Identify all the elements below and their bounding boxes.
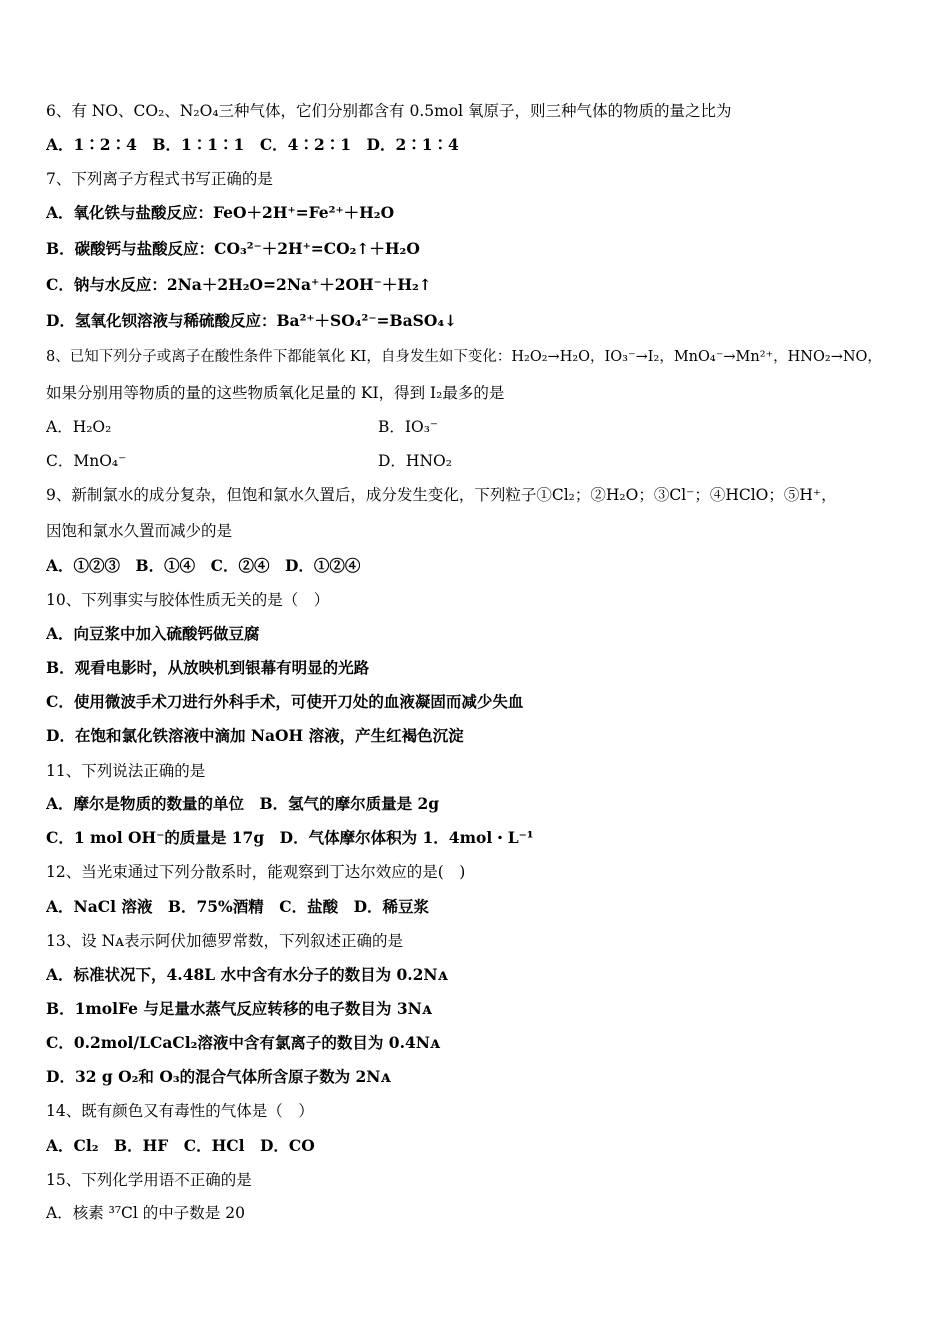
- question-15-option-a: A．核素 ³⁷Cl 的中子数是 20: [46, 1204, 245, 1222]
- question-7-option-a: A．氧化铁与盐酸反应：FeO＋2H⁺=Fe²⁺＋H₂O: [46, 203, 395, 222]
- question-13-stem: 13、设 Nᴀ表示阿伏加德罗常数，下列叙述正确的是: [46, 932, 403, 950]
- question-11-options-cd: C．1 mol OH⁻的质量是 17g D．气体摩尔体积为 1．4mol・L⁻¹: [46, 828, 534, 847]
- question-8-option-b: B．IO₃⁻: [378, 418, 439, 436]
- question-13-option-c: C．0.2mol/LCaCl₂溶液中含有氯离子的数目为 0.4Nᴀ: [46, 1033, 440, 1052]
- question-10-option-b: B．观看电影时，从放映机到银幕有明显的光路: [46, 658, 370, 677]
- question-9-stem: 9、新制氯水的成分复杂，但饱和氯水久置后，成分发生变化，下列粒子①Cl₂；②H₂O；③Cl⁻；④HClO；⑤H⁺，: [46, 486, 837, 504]
- question-10-option-a: A．向豆浆中加入硫酸钙做豆腐: [46, 624, 260, 643]
- question-12-options: A．NaCl 溶液 B．75%酒精 C．盐酸 D．稀豆浆: [46, 897, 430, 916]
- question-13-option-d: D．32 g O₂和 O₃的混合气体所含原子数为 2Nᴀ: [46, 1067, 391, 1086]
- question-10-stem: 10、下列事实与胶体性质无关的是（ ）: [46, 591, 330, 609]
- question-11-stem: 11、下列说法正确的是: [46, 762, 206, 780]
- question-13-option-b: B．1molFe 与足量水蒸气反应转移的电子数目为 3Nᴀ: [46, 999, 432, 1018]
- question-7-option-b: B．碳酸钙与盐酸反应：CO₃²⁻＋2H⁺=CO₂↑＋H₂O: [46, 239, 420, 258]
- question-8-option-d: D．HNO₂: [378, 452, 452, 470]
- question-8-option-a: A．H₂O₂: [46, 418, 112, 436]
- question-11-options-ab: A．摩尔是物质的数量的单位 B．氢气的摩尔质量是 2g: [46, 794, 440, 813]
- question-7-option-c: C．钠与水反应：2Na＋2H₂O=2Na⁺＋2OH⁻＋H₂↑: [46, 275, 432, 294]
- question-6-options: A．1∶2∶4 B．1∶1∶1 C．4∶2∶1 D．2∶1∶4: [46, 135, 459, 154]
- question-14-options: A．Cl₂ B．HF C．HCl D．CO: [46, 1136, 315, 1155]
- question-9-options: A．①②③ B．①④ C．②④ D．①②④: [46, 556, 361, 575]
- question-8-stem-cont: 如果分别用等物质的量的这些物质氧化足量的 KI，得到 I₂最多的是: [46, 384, 505, 402]
- question-12-stem: 12、当光束通过下列分散系时，能观察到丁达尔效应的是( ): [46, 863, 466, 881]
- question-13-option-a: A．标准状况下，4.48L 水中含有水分子的数目为 0.2Nᴀ: [46, 965, 448, 984]
- question-14-stem: 14、既有颜色又有毒性的气体是（ ）: [46, 1102, 314, 1120]
- question-9-stem-cont: 因饱和氯水久置而减少的是: [46, 522, 233, 540]
- question-7-stem: 7、下列离子方程式书写正确的是: [46, 170, 273, 188]
- question-15-stem: 15、下列化学用语不正确的是: [46, 1171, 252, 1189]
- question-10-option-c: C．使用微波手术刀进行外科手术，可使开刀处的血液凝固而减少失血: [46, 692, 524, 711]
- question-7-option-d: D．氢氧化钡溶液与稀硫酸反应：Ba²⁺＋SO₄²⁻=BaSO₄↓: [46, 311, 458, 330]
- question-8-option-c: C．MnO₄⁻: [46, 452, 127, 470]
- question-8-stem: 8、已知下列分子或离子在酸性条件下都能氧化 KI，自身发生如下变化：H₂O₂→H₂O，IO₃⁻→I₂，MnO₄⁻→Mn²⁺，HNO₂→NO，: [46, 349, 882, 365]
- question-10-option-d: D．在饱和氯化铁溶液中滴加 NaOH 溶液，产生红褐色沉淀: [46, 726, 464, 745]
- question-6-stem: 6、有 NO、CO₂、N₂O₄三种气体，它们分别都含有 0.5mol 氧原子，则三种气体的物质的量之比为: [46, 102, 732, 120]
